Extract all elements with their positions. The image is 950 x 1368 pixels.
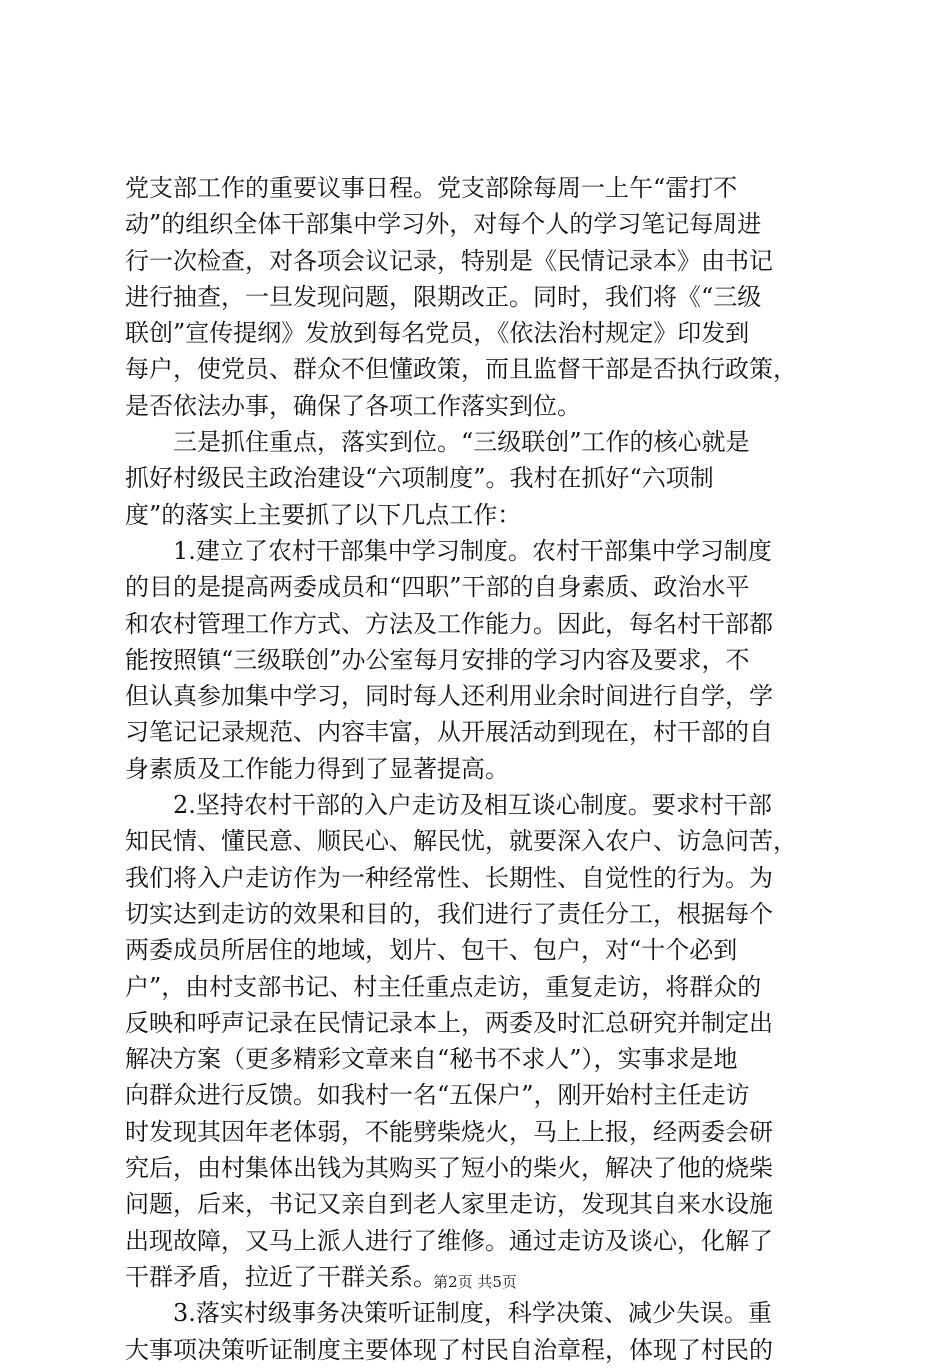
text-line: 户”，由村支部书记、村主任重点走访，重复走访，将群众的 — [125, 972, 762, 1001]
text-line: 解决方案（更多精彩文章来自“秘书不求人”），实事求是地 — [125, 1045, 738, 1074]
page-number-footer: 第2页 共5页 — [433, 1273, 517, 1291]
text-line: 问题，后来，书记又亲自到老人家里走访，发现其自来水设施 — [125, 1190, 773, 1219]
text-line: 习笔记记录规范、内容丰富，从开展活动到现在，村干部的自 — [125, 718, 773, 747]
text-line: 动”的组织全体干部集中学习外，对每个人的学习笔记每周进 — [125, 210, 762, 239]
text-line: 度”的落实上主要抓了以下几点工作： — [125, 500, 522, 529]
text-line: 的目的是提高两委成员和“四职”干部的自身素质、政治水平 — [125, 573, 750, 602]
text-line: 我们将入户走访作为一种经常性、长期性、自觉性的行为。为 — [125, 863, 773, 892]
text-line: 每户，使党员、群众不但懂政策，而且监督干部是否执行政策， — [125, 355, 797, 384]
text-line: 反映和呼声记录在民情记录本上，两委及时汇总研究并制定出 — [125, 1008, 773, 1037]
text-line: 2.坚持农村干部的入户走访及相互谈心制度。要求村干部 — [125, 791, 772, 820]
text-line: 进行抽查，一旦发现问题，限期改正。同时，我们将《“三级 — [125, 282, 762, 311]
text-line: 大事项决策听证制度主要体现了村民自治章程，体现了村民的 — [125, 1335, 773, 1364]
document-body — [125, 170, 845, 1368]
text-line: 身素质及工作能力得到了显著提高。 — [125, 754, 509, 783]
text-line: 向群众进行反馈。如我村一名“五保户”，刚开始村主任走访 — [125, 1081, 750, 1110]
text-line: 1.建立了农村干部集中学习制度。农村干部集中学习制度 — [125, 536, 772, 565]
text-line: 能按照镇“三级联创”办公室每月安排的学习内容及要求，不 — [125, 645, 750, 674]
text-line: 党支部工作的重要议事日程。党支部除每周一上午“雷打不 — [125, 174, 738, 202]
text-line: 三是抓住重点，落实到位。“三级联创”工作的核心就是 — [125, 428, 750, 457]
text-line: 行一次检查，对各项会议记录，特别是《民情记录本》由书记 — [125, 246, 773, 275]
text-line: 究后，由村集体出钱为其购买了短小的柴火，解决了他的烧柴 — [125, 1154, 773, 1183]
text-line: 抓好村级民主政治建设“六项制度”。我村在抓好“六项制 — [125, 464, 714, 493]
text-line: 联创”宣传提纲》发放到每名党员，《依法治村规定》印发到 — [125, 319, 750, 348]
text-line: 但认真参加集中学习，同时每人还利用业余时间进行自学，学 — [125, 682, 773, 711]
text-line: 和农村管理工作方式、方法及工作能力。因此，每名村干部都 — [125, 609, 773, 638]
text-line: 时发现其因年老体弱，不能劈柴烧火，马上上报，经两委会研 — [125, 1117, 773, 1146]
text-line: 切实达到走访的效果和目的，我们进行了责任分工，根据每个 — [125, 899, 773, 928]
text-line: 知民情、懂民意、顺民心、解民忧，就要深入农户、访急问苦， — [125, 827, 797, 856]
text-line: 干群矛盾，拉近了干群关系。 — [125, 1262, 437, 1291]
text-line: 是否依法办事，确保了各项工作落实到位。 — [125, 391, 581, 420]
text-line: 两委成员所居住的地域，划片、包干、包户，对“十个必到 — [125, 936, 738, 965]
text-line: 3.落实村级事务决策听证制度，科学决策、减少失误。重 — [125, 1299, 772, 1328]
text-line: 出现故障，又马上派人进行了维修。通过走访及谈心，化解了 — [125, 1226, 773, 1255]
